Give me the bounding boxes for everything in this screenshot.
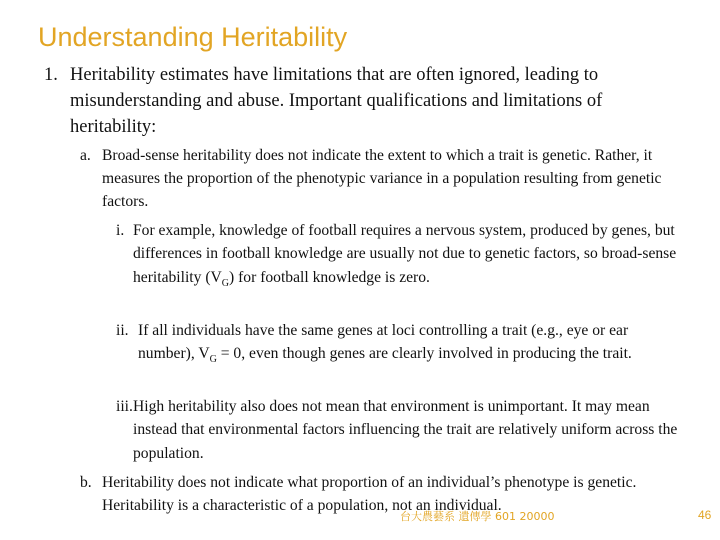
text-part: For example, knowledge of football requires a nervous system, produced by genes, but differences in football knowledge are usually not due to genetic factors, so broad-sense heritability (V <box>133 222 677 286</box>
text-part: If all individuals have the same genes at loci controlling a trait (e.g., eye or ear number), V <box>138 322 629 363</box>
slide-title: Understanding Heritability <box>38 22 348 52</box>
list-item-text <box>138 319 681 372</box>
page-number: 46 <box>698 508 712 522</box>
list-item-text: Heritability estimates have limitations that are often ignored, leading to misunderstanding and abuse. Important qualifications and limitations of heritability: <box>70 65 603 137</box>
list-item-text: Broad-sense heritability does not indicate the extent to which a trait is genetic. Rather, it measures the proportion of the phenotypic variance in a population resulting from genetic factors. <box>102 147 662 210</box>
list-label: ii. <box>116 322 129 339</box>
list-number: 1. <box>44 65 58 85</box>
text-part: = 0, even though genes are clearly involved in producing the trait. <box>216 345 632 363</box>
subscript: G <box>221 277 230 289</box>
list-label: b. <box>80 474 92 491</box>
list-item-a <box>80 144 680 213</box>
list-label: a. <box>80 147 91 164</box>
list-item-text: High heritability also does not mean that environment is unimportant. It may mean instead that environmental factors influencing the trait are relatively uniform across the population. <box>133 398 678 462</box>
list-item-ii <box>116 319 681 372</box>
footer-text: 台大農藝系 遺傳學 601 20000 <box>400 510 555 523</box>
list-label: i. <box>116 222 125 239</box>
list-item-text: Heritability does not indicate what proportion of an individual’s phenotype is genetic. Heritability is a characteristic of a population, not an individual. <box>102 474 637 514</box>
list-item-text <box>133 219 681 295</box>
list-item-iii <box>116 395 681 465</box>
list-item-i <box>116 219 681 295</box>
text-part: ) for football knowledge is zero. <box>229 268 430 286</box>
list-label: iii. <box>116 398 133 415</box>
list-item-1 <box>44 62 684 140</box>
subscript: G <box>209 354 217 366</box>
list-item-b <box>80 471 680 517</box>
